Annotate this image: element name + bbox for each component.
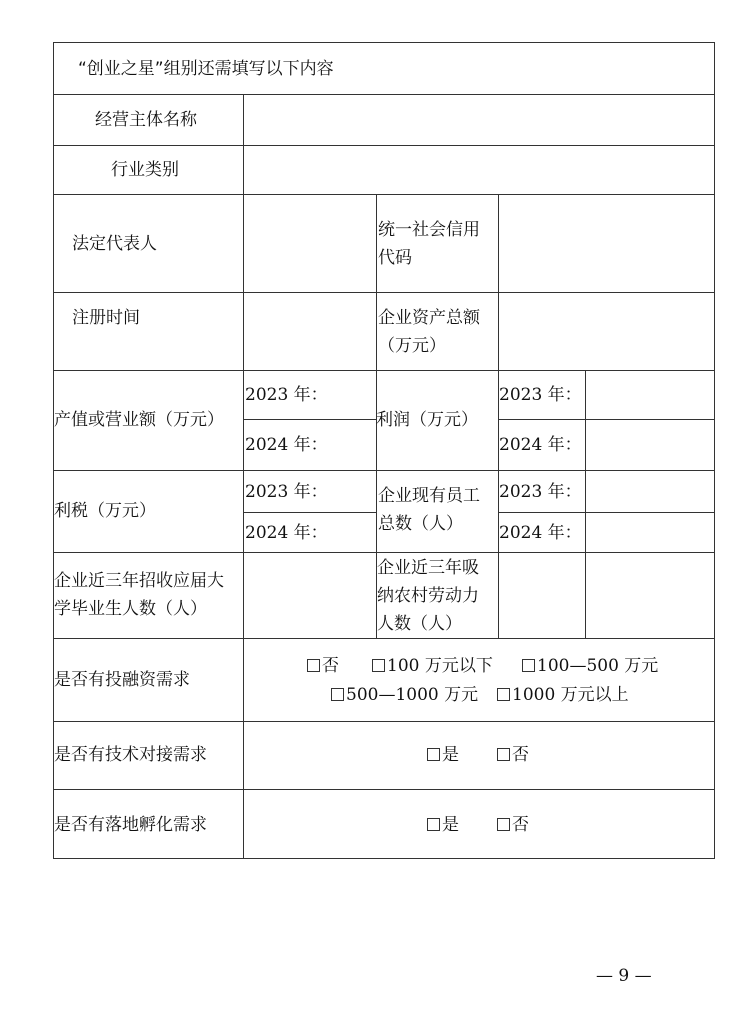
row-divider xyxy=(53,789,715,790)
label-rural-3: 人数（人） xyxy=(377,614,462,634)
label-grads: 企业近三年招收应届大 xyxy=(54,571,224,591)
incubation-option-yes[interactable]: 是 xyxy=(427,812,459,838)
checkbox-icon xyxy=(307,659,320,672)
label-total-assets: 企业资产总额 xyxy=(378,308,480,328)
label-employees: 企业现有员工 xyxy=(378,486,480,506)
financing-option-100-500[interactable]: 100—500 万元 xyxy=(522,653,658,679)
label-entity-name: 经营主体名称 xyxy=(95,110,197,130)
section-title: “创业之星”组别还需填写以下内容 xyxy=(78,59,334,79)
table-border-bottom xyxy=(53,858,715,859)
incubation-option-no[interactable]: 否 xyxy=(497,812,529,838)
financing-option-under-100[interactable]: 100 万元以下 xyxy=(372,653,493,679)
tech-option-yes[interactable]: 是 xyxy=(427,742,459,768)
tech-option-no[interactable]: 否 xyxy=(497,742,529,768)
profit-2023-input[interactable] xyxy=(586,371,714,419)
label-financing: 是否有投融资需求 xyxy=(54,670,190,690)
label-industry: 行业类别 xyxy=(111,160,179,180)
row-divider xyxy=(243,512,376,513)
total-assets-input[interactable] xyxy=(499,293,714,370)
profit-2023-label: 2023 年： xyxy=(499,385,582,405)
employees-2024-label: 2024 年： xyxy=(499,523,582,543)
table-border-top xyxy=(53,42,715,43)
label-reg-time: 注册时间 xyxy=(72,308,140,328)
table-border-right xyxy=(714,42,715,859)
checkbox-icon xyxy=(427,818,440,831)
credit-code-input[interactable] xyxy=(499,195,714,292)
page-number: — 9 — xyxy=(596,966,652,986)
checkbox-icon xyxy=(497,688,510,701)
label-total-assets-2: （万元） xyxy=(378,336,446,356)
label-tech: 是否有技术对接需求 xyxy=(54,745,207,765)
tax-2023-label: 2023 年： xyxy=(245,482,328,502)
reg-time-input[interactable] xyxy=(244,293,376,370)
label-employees-2: 总数（人） xyxy=(378,514,463,534)
label-legal-rep: 法定代表人 xyxy=(72,234,157,254)
rural-input[interactable] xyxy=(499,553,714,638)
employees-2023-input[interactable] xyxy=(586,471,714,512)
employees-2023-label: 2023 年： xyxy=(499,482,582,502)
label-credit-code-2: 代码 xyxy=(378,248,412,268)
tax-2024-label: 2024 年： xyxy=(245,523,328,543)
financing-option-500-1000[interactable]: 500—1000 万元 xyxy=(331,682,478,708)
checkbox-icon xyxy=(427,748,440,761)
label-incubation: 是否有落地孵化需求 xyxy=(54,815,207,835)
employees-2024-input[interactable] xyxy=(586,513,714,552)
profit-2024-input[interactable] xyxy=(586,420,714,470)
label-rural-2: 纳农村劳动力 xyxy=(377,586,479,606)
entity-name-input[interactable] xyxy=(244,95,714,145)
table-border-left xyxy=(53,42,54,859)
financing-option-over-1000[interactable]: 1000 万元以上 xyxy=(497,682,629,708)
legal-rep-input[interactable] xyxy=(244,195,376,292)
grads-input[interactable] xyxy=(244,553,376,638)
checkbox-icon xyxy=(497,748,510,761)
label-rural: 企业近三年吸 xyxy=(377,558,479,578)
checkbox-icon xyxy=(522,659,535,672)
label-tax: 利税（万元） xyxy=(54,501,156,521)
label-profit: 利润（万元） xyxy=(376,410,478,430)
row-divider xyxy=(53,638,715,639)
checkbox-icon xyxy=(372,659,385,672)
label-grads-2: 学毕业生人数（人） xyxy=(54,599,207,619)
row-divider xyxy=(243,419,376,420)
checkbox-icon xyxy=(331,688,344,701)
label-credit-code: 统一社会信用 xyxy=(378,220,480,240)
checkbox-icon xyxy=(497,818,510,831)
financing-option-no[interactable]: 否 xyxy=(307,653,339,679)
row-divider xyxy=(53,721,715,722)
output-2023-label: 2023 年： xyxy=(245,385,328,405)
industry-input[interactable] xyxy=(244,146,714,194)
output-2024-label: 2024 年： xyxy=(245,435,328,455)
label-output-revenue: 产值或营业额（万元） xyxy=(54,410,224,430)
profit-2024-label: 2024 年： xyxy=(499,435,582,455)
